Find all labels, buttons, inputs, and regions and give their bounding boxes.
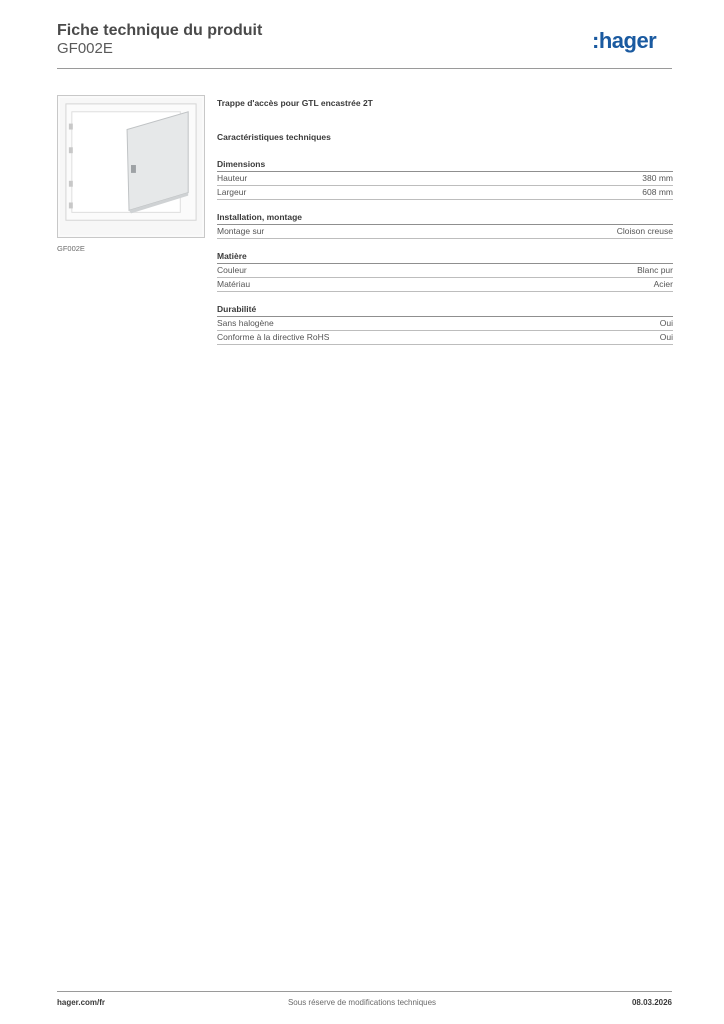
spec-value: Cloison creuse <box>616 226 673 236</box>
footer-date: 08.03.2026 <box>631 998 672 1007</box>
spec-row <box>217 331 673 345</box>
spec-value: Blanc pur <box>637 265 673 275</box>
spec-value: Acier <box>653 279 673 289</box>
spec-value: Oui <box>659 318 673 328</box>
spec-label: Couleur <box>217 265 247 275</box>
section-title: Matière <box>217 250 673 264</box>
spec-label: Hauteur <box>217 173 248 183</box>
spec-label: Matériau <box>217 279 251 289</box>
logo-text: :hager <box>592 28 657 53</box>
spec-row <box>217 264 673 278</box>
spec-label: Montage sur <box>217 226 265 236</box>
section-title: Dimensions <box>217 158 673 172</box>
footer-note: Sous réserve de modifications techniques <box>287 998 437 1007</box>
hager-logo <box>592 28 674 56</box>
spec-label: Conforme à la directive RoHS <box>217 332 330 342</box>
product-description: Trappe d'accès pour GTL encastrée 2T <box>217 98 373 108</box>
spec-value: 380 mm <box>642 173 673 183</box>
spec-heading: Caractéristiques techniques <box>217 132 331 142</box>
footer-divider <box>57 991 672 992</box>
section-installation <box>217 211 673 239</box>
spec-row <box>217 186 673 200</box>
spec-content <box>217 97 673 356</box>
image-caption: GF002E <box>57 244 85 253</box>
header-divider <box>57 68 672 69</box>
spec-value: 608 mm <box>642 187 673 197</box>
product-image <box>57 95 205 238</box>
section-durability <box>217 303 673 345</box>
product-reference: GF002E <box>57 40 113 57</box>
spec-label: Largeur <box>217 187 247 197</box>
section-title: Durabilité <box>217 303 673 317</box>
page-title: Fiche technique du produit <box>57 22 263 39</box>
section-dimensions <box>217 158 673 200</box>
section-title: Installation, montage <box>217 211 673 225</box>
spec-row <box>217 317 673 331</box>
spec-row <box>217 278 673 292</box>
section-material <box>217 250 673 292</box>
spec-row <box>217 172 673 186</box>
spec-row <box>217 225 673 239</box>
spec-label: Sans halogène <box>217 318 274 328</box>
spec-value: Oui <box>659 332 673 342</box>
footer-website[interactable]: hager.com/fr <box>57 998 106 1007</box>
